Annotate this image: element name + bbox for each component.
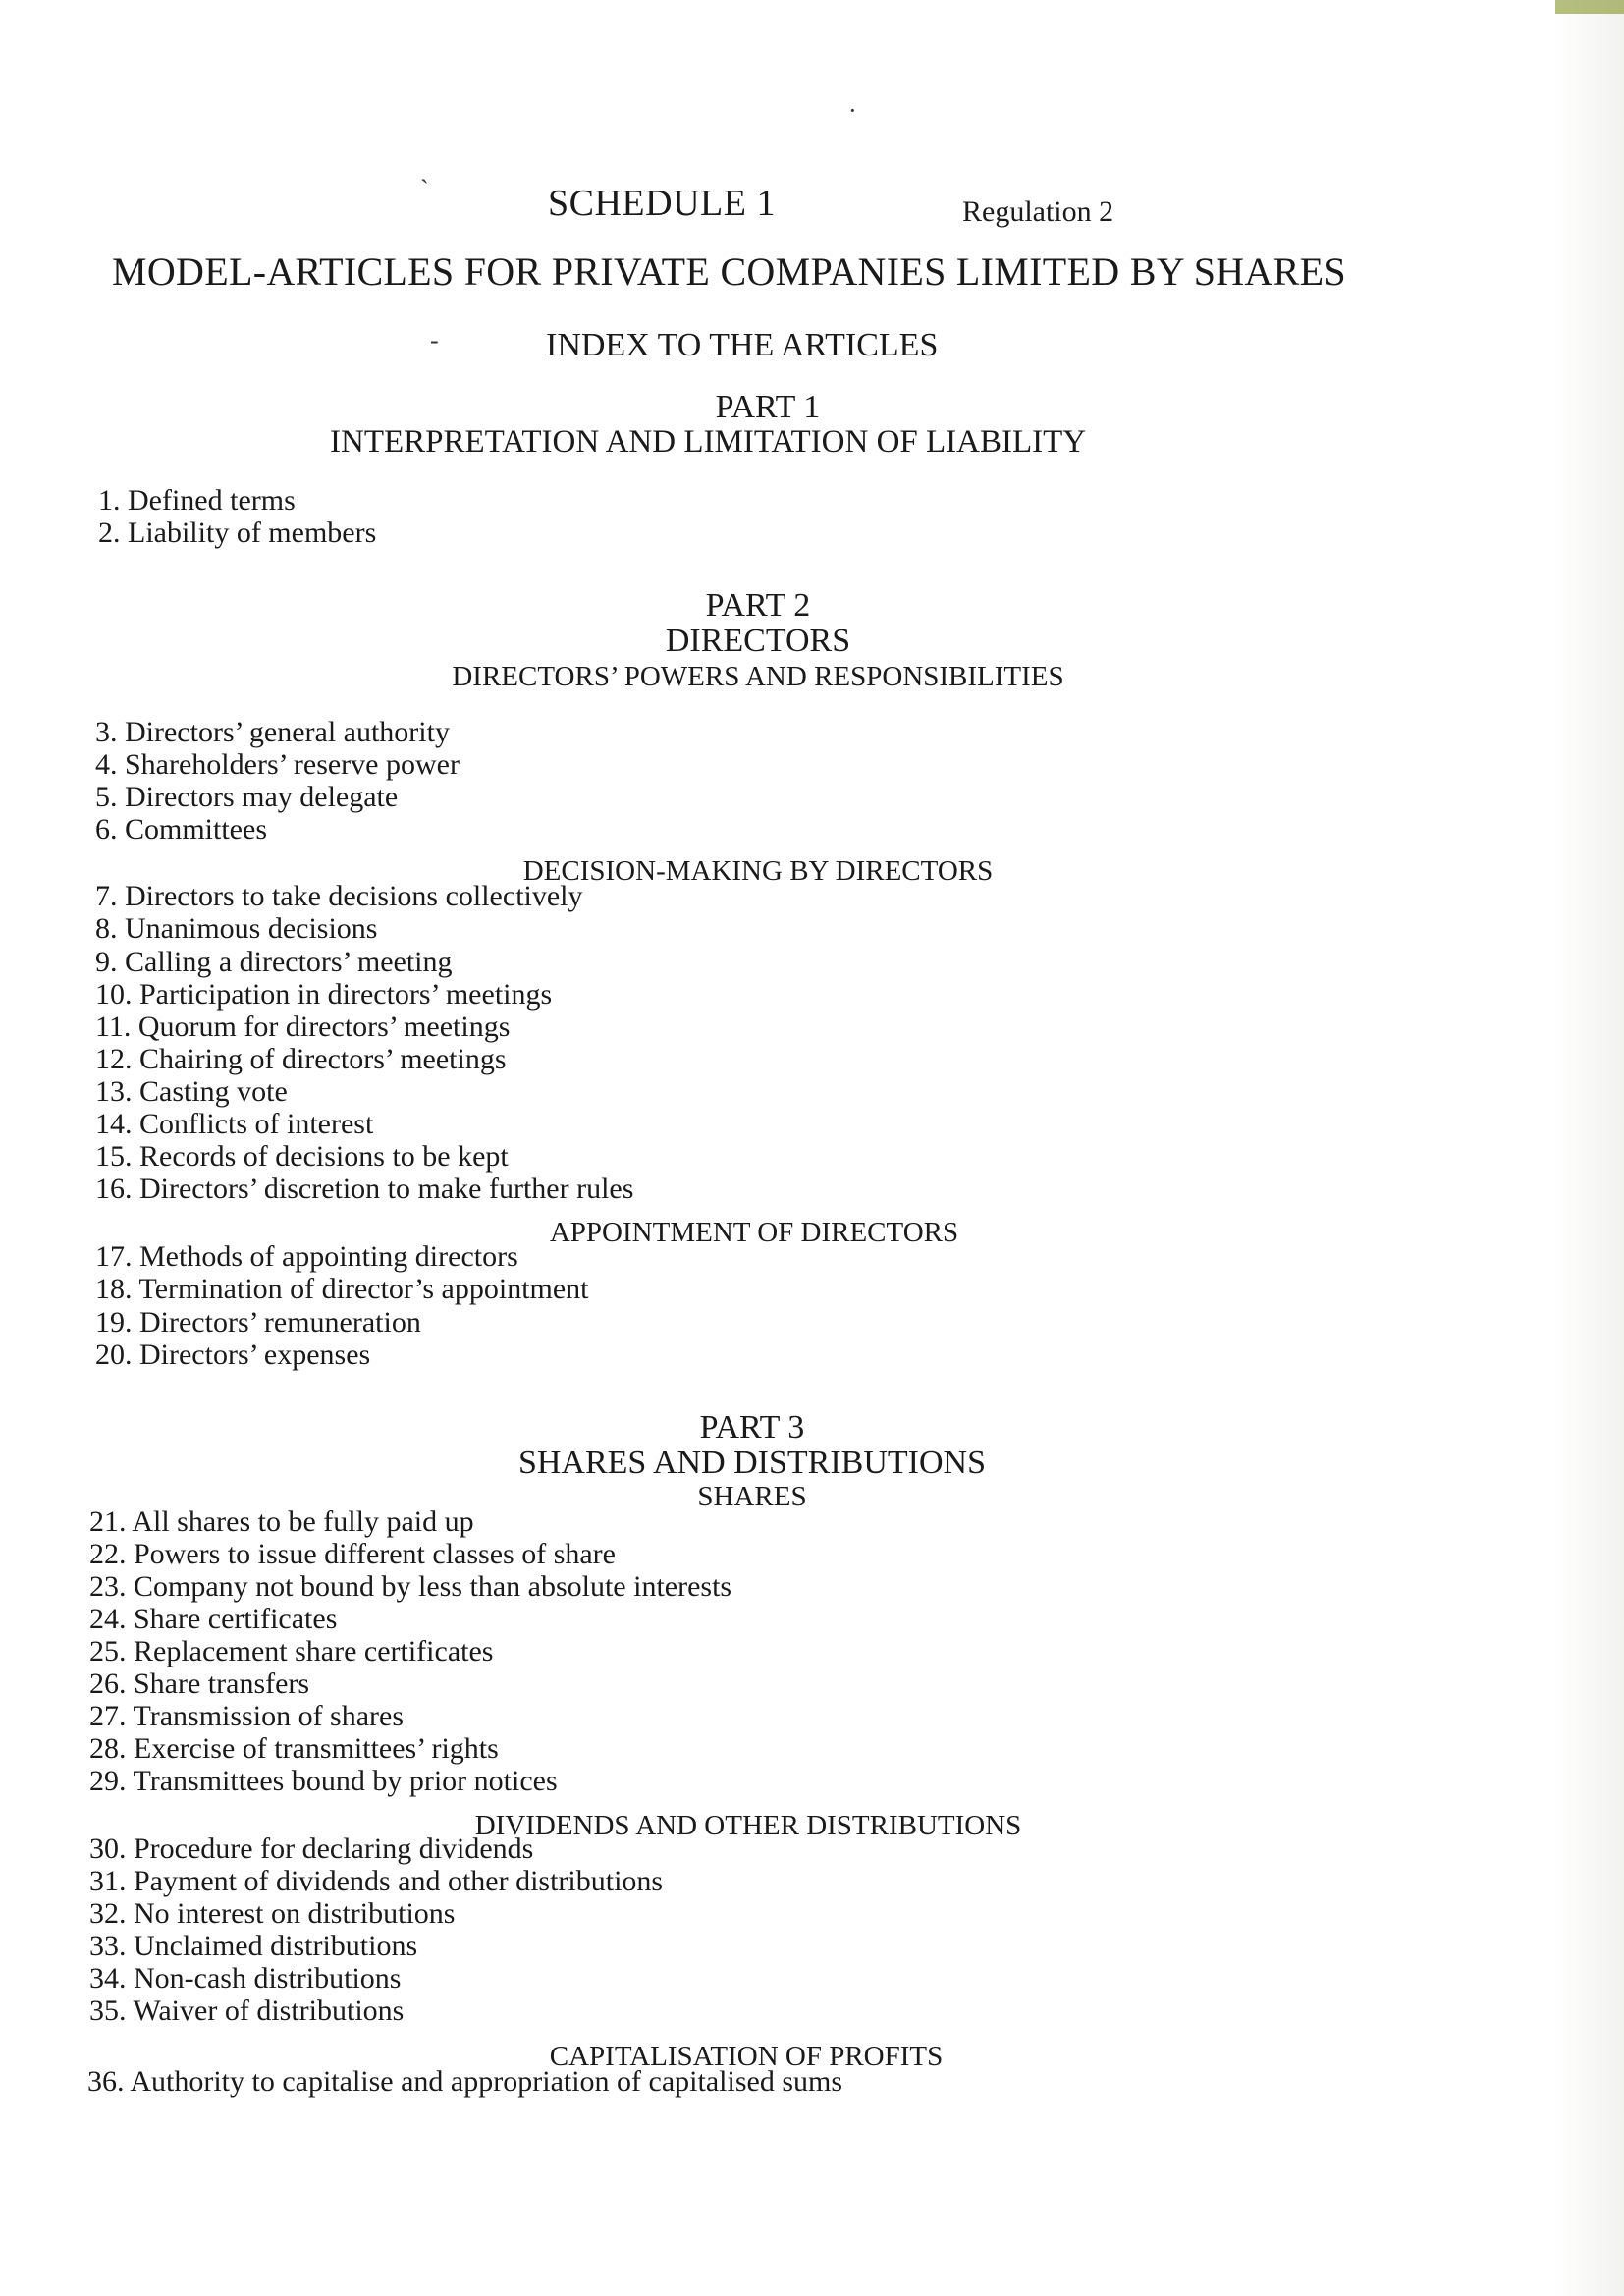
index-entry: 30. Procedure for declaring dividends — [89, 1832, 534, 1865]
index-entry: 32. No interest on distributions — [89, 1897, 456, 1930]
index-entry: 24. Share certificates — [89, 1603, 338, 1635]
index-entry: 36. Authority to capitalise and appropriation of capitalised sums — [87, 2065, 842, 2098]
section-heading: SHARES — [697, 1481, 807, 1512]
index-entry: 29. Transmittees bound by prior notices — [89, 1765, 558, 1797]
scan-speck: · — [848, 96, 857, 125]
index-entry: 6. Committees — [95, 813, 267, 846]
part-2-number: PART 2 — [705, 587, 811, 624]
index-entry: 21. All shares to be fully paid up — [89, 1505, 474, 1538]
index-entry: 3. Directors’ general authority — [95, 716, 450, 748]
index-entry: 33. Unclaimed distributions — [89, 1930, 418, 1962]
part-3-heading: SHARES AND DISTRIBUTIONS — [517, 1445, 987, 1481]
index-entry: 34. Non-cash distributions — [89, 1962, 402, 1995]
part-2-heading: DIRECTORS — [665, 623, 851, 659]
index-entry: 20. Directors’ expenses — [95, 1339, 371, 1371]
index-entry: 17. Methods of appointing directors — [95, 1240, 518, 1273]
section-heading: DECISION-MAKING BY DIRECTORS — [522, 855, 994, 887]
index-entry: 10. Participation in directors’ meetings — [95, 978, 553, 1011]
index-entry: 9. Calling a directors’ meeting — [95, 946, 453, 978]
part-1-number: PART 1 — [715, 389, 821, 425]
index-entry: 35. Waiver of distributions — [89, 1995, 405, 2027]
index-entry: 4. Shareholders’ reserve power — [95, 748, 460, 781]
index-entry: 15. Records of decisions to be kept — [95, 1140, 509, 1173]
document-title: MODEL-ARTICLES FOR PRIVATE COMPANIES LIMITED BY SHARES — [112, 249, 1346, 294]
section-heading: DIRECTORS’ POWERS AND RESPONSIBILITIES — [452, 661, 1064, 692]
index-entry: 28. Exercise of transmittees’ rights — [89, 1732, 499, 1765]
index-entry: 25. Replacement share certificates — [89, 1635, 494, 1667]
index-entry: 26. Share transfers — [89, 1667, 310, 1700]
index-entry: 23. Company not bound by less than absolute interests — [89, 1570, 732, 1603]
scan-speck: ` — [420, 175, 429, 203]
section-heading: CAPITALISATION OF PROFITS — [549, 2041, 944, 2072]
index-entry: 13. Casting vote — [95, 1075, 288, 1108]
scan-speck: - — [430, 326, 439, 355]
part-1-heading: INTERPRETATION AND LIMITATION OF LIABILITY — [330, 424, 1087, 460]
index-entry: 7. Directors to take decisions collectively — [95, 880, 583, 912]
index-entry: 27. Transmission of shares — [89, 1700, 405, 1732]
schedule-number: SCHEDULE 1 — [548, 183, 776, 224]
index-entry: 11. Quorum for directors’ meetings — [95, 1011, 511, 1043]
part-3-number: PART 3 — [699, 1409, 805, 1446]
index-entry: 31. Payment of dividends and other distributions — [89, 1865, 664, 1897]
index-entry: 12. Chairing of directors’ meetings — [95, 1043, 507, 1075]
scan-edge-mark — [1555, 0, 1624, 14]
section-heading: APPOINTMENT OF DIRECTORS — [549, 1217, 959, 1248]
index-entry: 18. Termination of director’s appointment — [95, 1273, 589, 1305]
page-edge-shadow — [1553, 0, 1624, 2296]
index-entry: 8. Unanimous decisions — [95, 912, 378, 945]
index-entry: 1. Defined terms — [98, 484, 296, 517]
index-entry: 19. Directors’ remuneration — [95, 1306, 421, 1339]
index-entry: 5. Directors may delegate — [95, 781, 399, 813]
index-title: INDEX TO THE ARTICLES — [546, 327, 939, 363]
index-entry: 2. Liability of members — [98, 517, 377, 549]
section-heading: DIVIDENDS AND OTHER DISTRIBUTIONS — [474, 1810, 1022, 1841]
regulation-reference: Regulation 2 — [962, 195, 1114, 228]
index-entry: 14. Conflicts of interest — [95, 1108, 374, 1140]
index-entry: 22. Powers to issue different classes of share — [89, 1538, 616, 1570]
index-entry: 16. Directors’ discretion to make further rules — [95, 1173, 634, 1205]
